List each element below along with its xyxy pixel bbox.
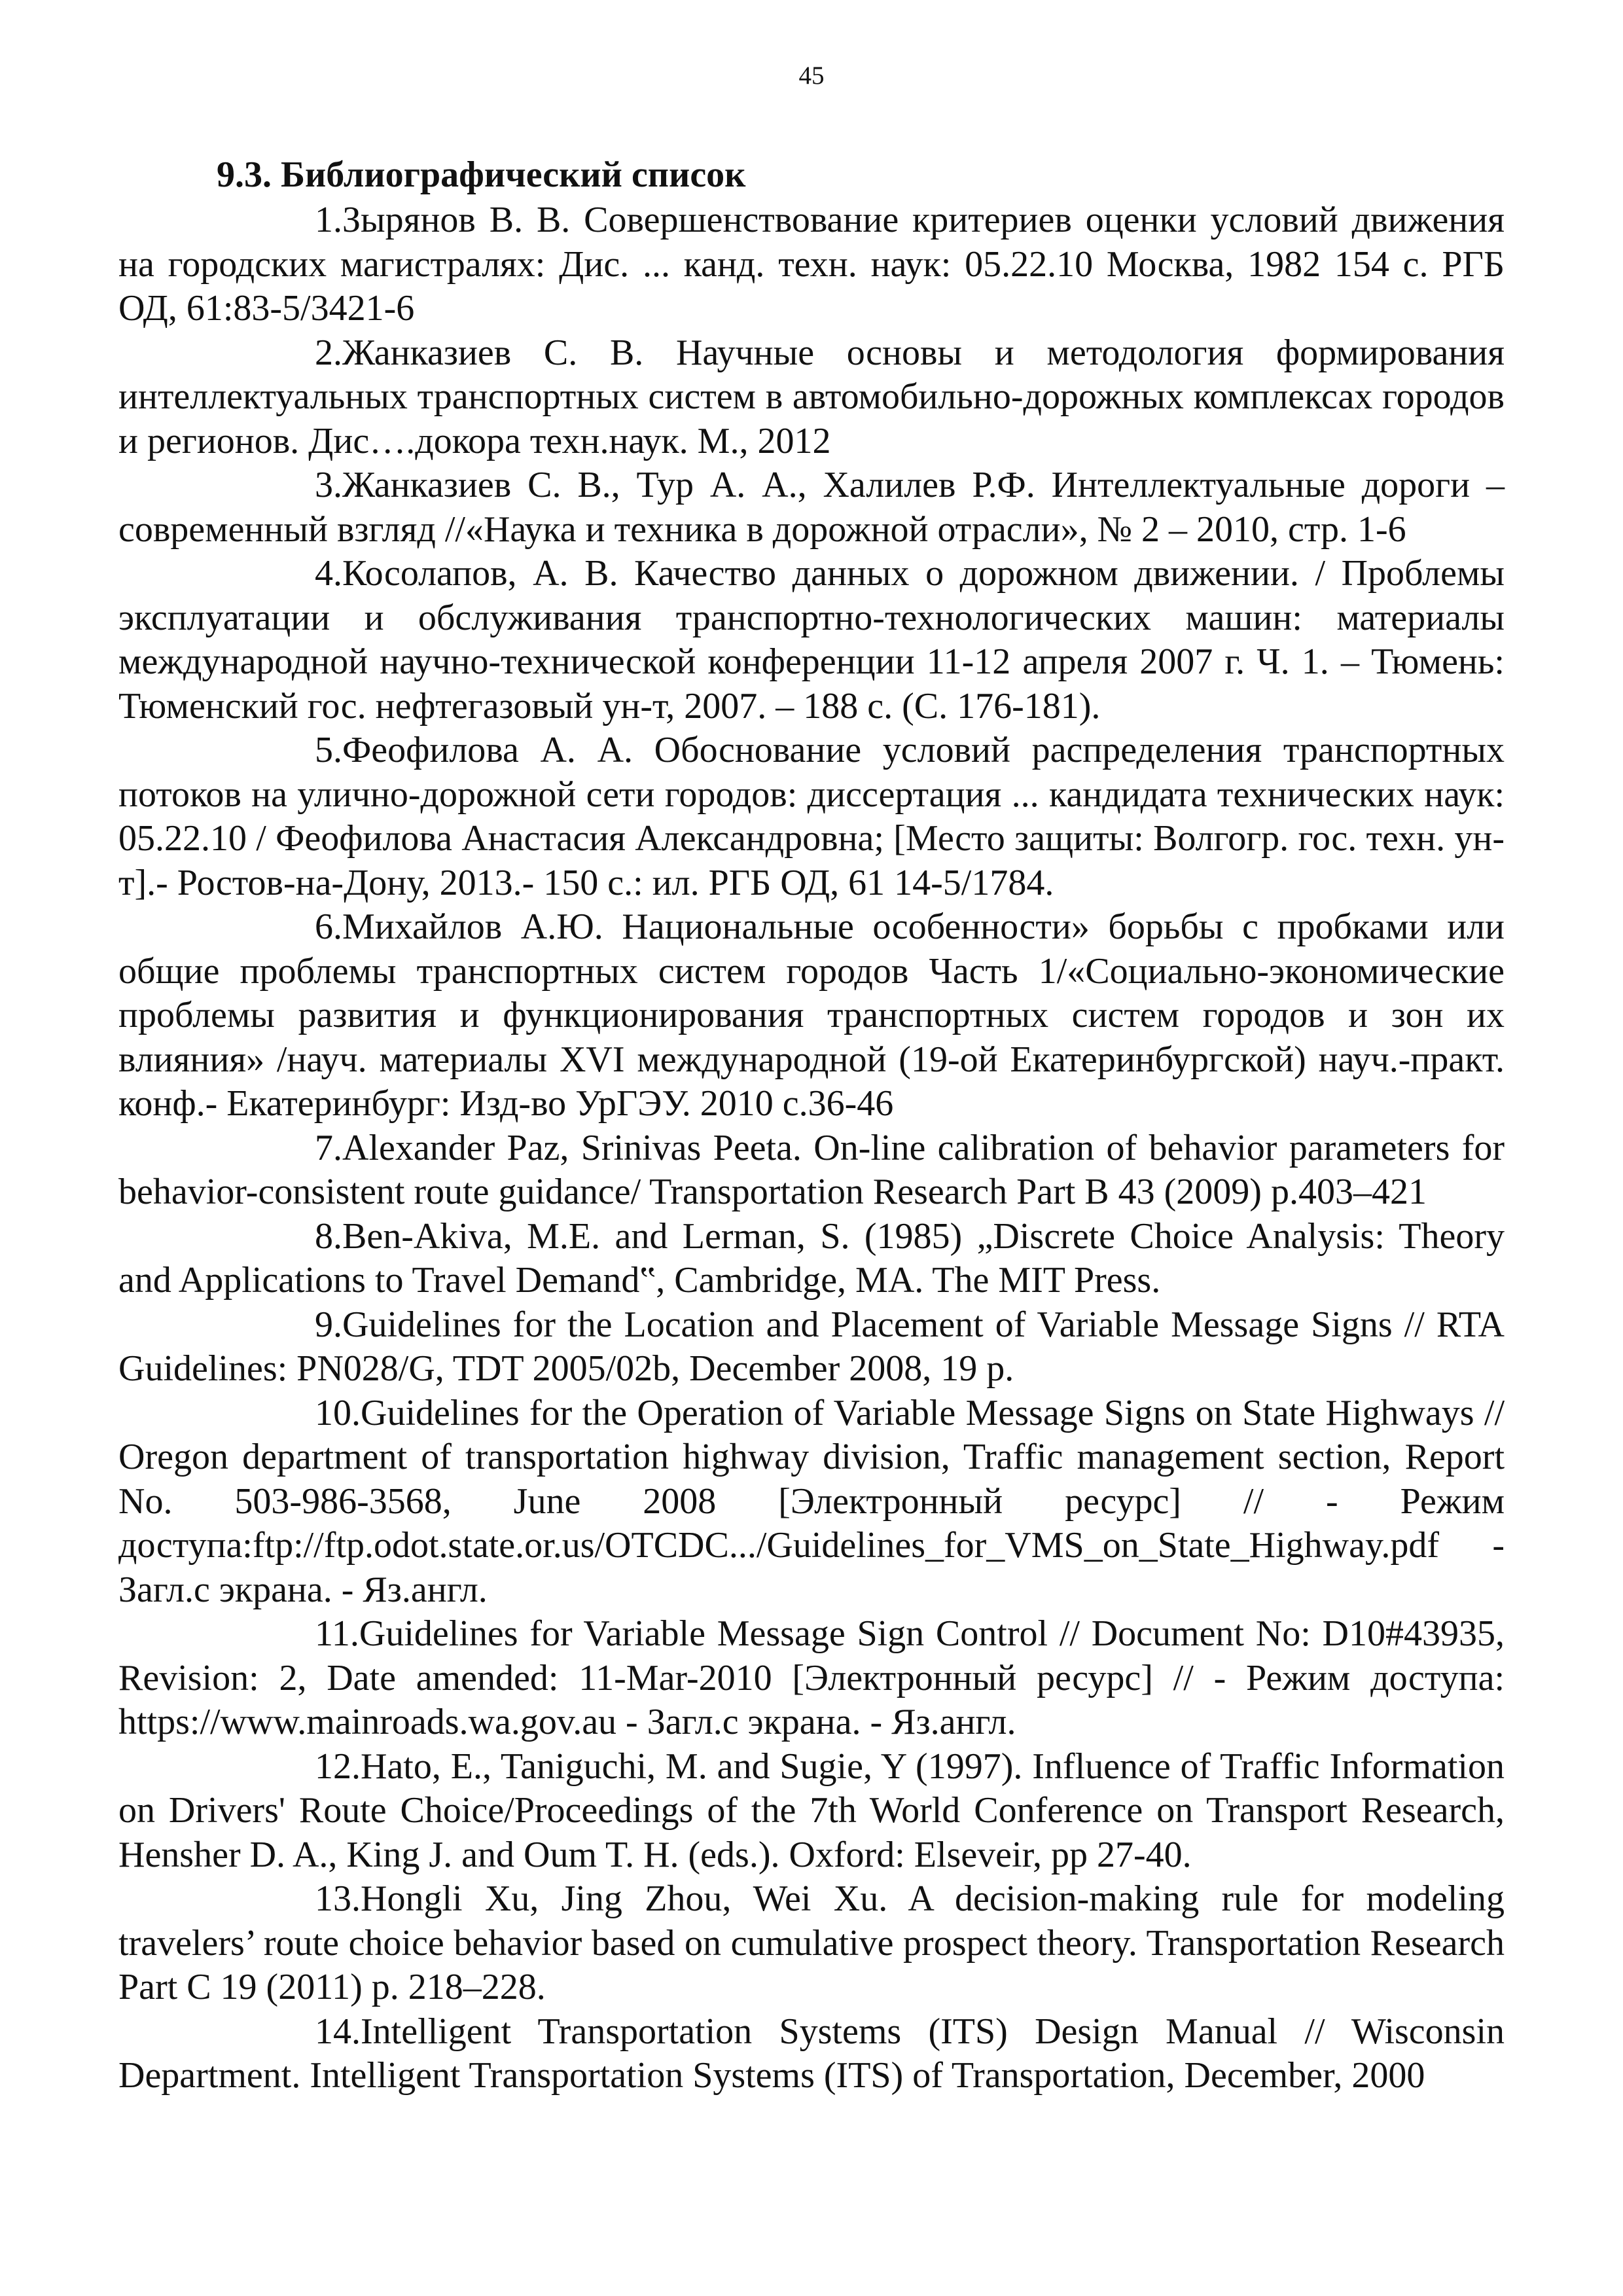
list-item [118,463,1505,552]
page-number: 45 [798,62,825,90]
reference-text: Ben-Akiva, M.E. and Lerman, S. (1985) „Discrete Choice Analysis: Theory and Applications to Travel Demand‟, Cambridge, MA. The MIT Press. [118,1215,1505,1300]
reference-number: 13. [315,1878,361,1919]
reference-number: 4. [315,553,342,594]
list-item [118,1745,1505,1878]
list-item [118,1215,1505,1303]
list-item [118,331,1505,464]
reference-text: Hongli Xu, Jing Zhou, Wei Xu. A decision-making rule for modeling travelers’ route choice behavior based on cumulative prospect theory. Transportation Research Part C 19 (2011) p. 218–228. [118,1878,1505,2007]
list-item [118,552,1505,728]
reference-text: Жанказиев С. В., Тур А. А., Халилев Р.Ф. Интеллектуальные дороги – современный взгляд //«Наука и техника в дорожной отрасли», № 2 – 2010, стр. 1-6 [118,465,1505,550]
reference-number: 8. [315,1215,342,1257]
list-item [118,1612,1505,1745]
section-title: 9.3. Библиографический список [217,154,746,195]
list-item [118,1126,1505,1215]
list-item [118,1391,1505,1613]
reference-text: Михайлов А.Ю. Национальные особенности» борьбы с пробками или общие проблемы транспортных систем городов Часть 1/«Социально-экономические проблемы развития и функционирования транспортных систем городов и зон их влияния» /науч. материалы XVI международной (19-ой Екатеринбургской) науч.-практ. конф.- Екатеринбург: Изд-во УрГЭУ. 2010 с.36-46 [118,906,1505,1124]
bibliography-section [118,153,1505,2098]
reference-number: 14. [315,2011,361,2052]
reference-number: 6. [315,906,342,947]
reference-text: Жанказиев С. В. Научные основы и методология формирования интеллектуальных транспортных систем в автомобильно-дорожных комплексах городов и регионов. Дис….докора техн.наук. М., 2012 [118,332,1505,461]
reference-list [118,198,1505,2098]
list-item [118,1303,1505,1391]
reference-text: Косолапов, А. В. Качество данных о дорожном движении. / Проблемы эксплуатации и обслуживания транспортно-технологических машин: материалы международной научно-технической конференции 11-12 апреля 2007 г. Ч. 1. – Тюмень: Тюменский гос. нефтегазовый ун-т, 2007. – 188 с. (С. 176-181). [118,553,1505,726]
reference-text: Alexander Paz, Srinivas Peeta. On-line calibration of behavior parameters for behavior-consistent route guidance/ Transportation Research Part B 43 (2009) p.403–421 [118,1127,1505,1212]
reference-number: 11. [315,1613,359,1654]
list-item [118,198,1505,331]
reference-number: 1. [315,200,342,240]
reference-number: 12. [315,1746,361,1787]
reference-number: 10. [315,1392,361,1433]
reference-number: 3. [315,465,342,505]
reference-text: Guidelines for Variable Message Sign Control // Document No: D10#43935, Revision: 2, Date amended: 11-Mar-2010 [Электронный ресурс] // - Режим доступа: https://www.mainroads.wa.gov.au - Загл.с экрана. - Яз.англ. [118,1613,1505,1742]
reference-number: 5. [315,730,342,770]
list-item [118,905,1505,1126]
list-item [118,1877,1505,2010]
reference-number: 2. [315,332,342,373]
list-item [118,2010,1505,2098]
reference-text: Феофилова А. А. Обоснование условий распределения транспортных потоков на улично-дорожной сети городов: диссертация ... кандидата технических наук: 05.22.10 / Феофилова Анастасия Александровна; [Место защиты: Волгогр. гос. техн. ун-т].- Ростов-на-Дону, 2013.- 150 с.: ил. РГБ ОД, 61 14-5/1784. [118,730,1505,903]
reference-text: Guidelines for the Location and Placement of Variable Message Signs // RTA Guidelines: PN028/G, TDT 2005/02b, December 2008, 19 p. [118,1304,1505,1389]
reference-text: Guidelines for the Operation of Variable Message Signs on State Highways // Oregon department of transportation highway division, Traffic management section, Report No. 503-986-3568, June 2008 [Электронный ресурс] // - Режим доступа:ftp://ftp.odot.state.or.us/OTCDC.../Guidelines_for_VMS_on_State_Highway.pdf - Загл.с экрана. - Яз.англ. [118,1392,1505,1610]
reference-text: Зырянов В. В. Совершенствование критериев оценки условий движения на городских магистралях: Дис. ... канд. техн. наук: 05.22.10 Москва, 1982 154 с. РГБ ОД, 61:83-5/3421-6 [118,200,1505,329]
reference-text: Hato, E., Taniguchi, M. and Sugie, Y (1997). Influence of Traffic Information on Drivers' Route Choice/Proceedings of the 7th World Conference on Transport Research, Hensher D. A., King J. and Oum T. H. (eds.). Oxford: Elseveir, pp 27-40. [118,1746,1505,1875]
reference-number: 9. [315,1304,342,1345]
reference-number: 7. [315,1127,342,1168]
list-item [118,728,1505,905]
reference-text: Intelligent Transportation Systems (ITS) Design Manual // Wisconsin Department. Intelligent Transportation Systems (ITS) of Transportation, December, 2000 [118,2011,1505,2096]
